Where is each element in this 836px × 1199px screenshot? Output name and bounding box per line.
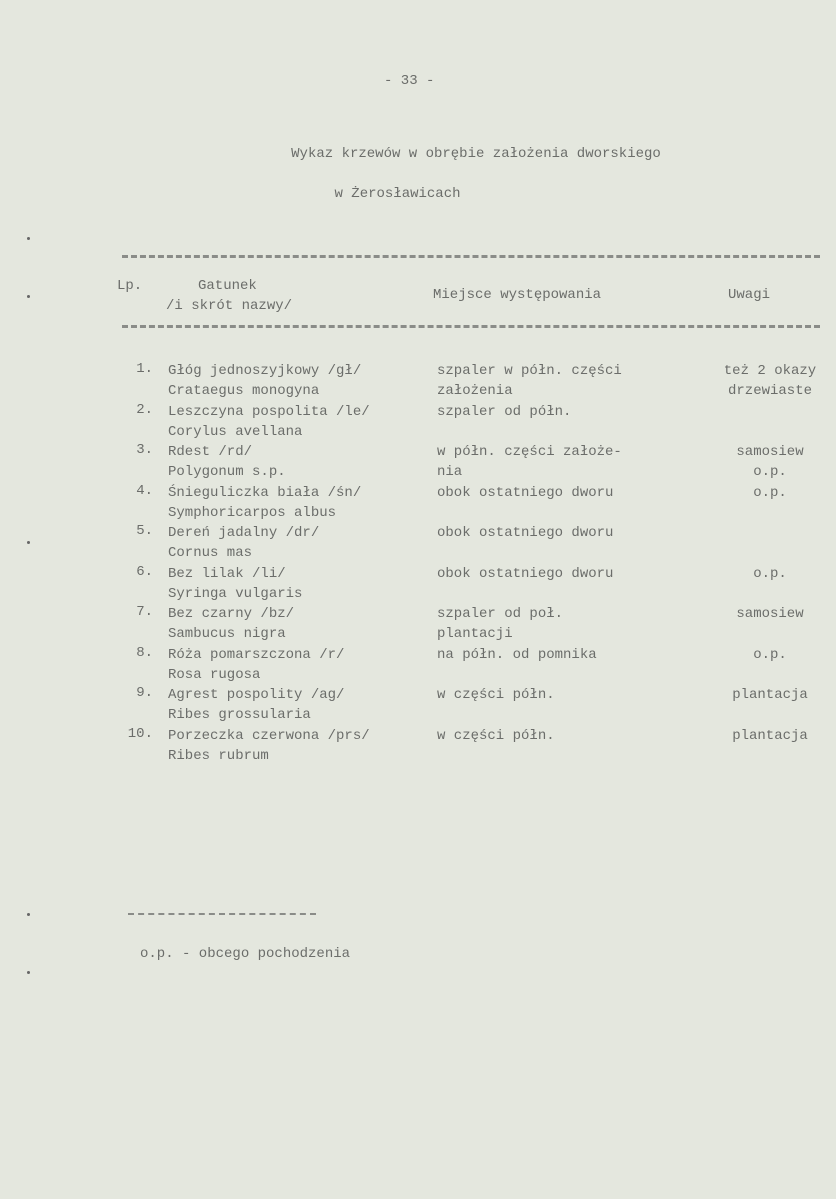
place-line-1: w części półn. xyxy=(437,687,555,703)
remarks xyxy=(700,645,836,665)
table-row xyxy=(0,483,836,523)
species-latin-name: Symphoricarpos albus xyxy=(168,504,337,521)
place-line-1: szpaler od poł. xyxy=(437,606,564,622)
remarks-line-1: też 2 okazy xyxy=(723,363,817,379)
remarks xyxy=(700,685,836,705)
species-latin-name: Corylus avellana xyxy=(168,423,303,440)
occurrence-place xyxy=(437,685,555,705)
table-row xyxy=(0,564,836,604)
remarks-line-1: samosiew xyxy=(736,444,804,460)
species-name xyxy=(168,564,302,604)
species-latin-name: Cornus mas xyxy=(168,545,253,561)
table-row xyxy=(0,726,836,766)
species-polish-name: Bez lilak /li/ xyxy=(168,565,286,582)
row-number: 7. xyxy=(136,604,153,620)
place-line-1: obok ostatniego dworu xyxy=(437,565,614,582)
row-number: 3. xyxy=(136,442,153,458)
remarks xyxy=(700,604,836,624)
species-polish-name: Głóg jednoszyjkowy /gł/ xyxy=(168,363,362,379)
punch-mark xyxy=(27,237,30,240)
row-number: 4. xyxy=(136,482,153,499)
row-number: 5. xyxy=(136,523,153,539)
punch-mark xyxy=(27,971,30,974)
species-name xyxy=(168,361,361,401)
occurrence-place xyxy=(437,645,597,665)
header-species: Gatunek xyxy=(198,278,257,294)
species-polish-name: Agrest pospolity /ag/ xyxy=(168,687,345,703)
remarks-line-2: o.p. xyxy=(753,464,787,480)
remarks xyxy=(700,726,836,746)
punch-mark xyxy=(27,541,30,544)
occurrence-place xyxy=(437,402,571,422)
species-polish-name: Śnieguliczka biała /śn/ xyxy=(168,484,362,501)
species-latin-name: Rosa rugosa xyxy=(168,666,261,683)
remarks-line-1: plantacja xyxy=(732,727,808,744)
species-name xyxy=(168,726,370,766)
remarks xyxy=(700,361,836,401)
remarks-line-2: drzewiaste xyxy=(727,383,812,399)
table-row xyxy=(0,685,836,725)
species-polish-name: Leszczyna pospolita /le/ xyxy=(168,403,370,420)
species-latin-name: Syringa vulgaris xyxy=(168,585,303,602)
punch-mark xyxy=(27,913,30,916)
remarks-line-1: plantacja xyxy=(732,687,808,703)
place-line-1: w części półn. xyxy=(437,727,555,744)
remarks xyxy=(700,483,836,503)
occurrence-place xyxy=(437,564,613,584)
document-subtitle: w Żerosławicach xyxy=(334,186,461,202)
place-line-2: nia xyxy=(437,464,463,480)
header-divider xyxy=(122,325,820,328)
punch-mark xyxy=(27,295,30,298)
species-latin-name: Crataegus monogyna xyxy=(168,383,320,399)
row-number: 9. xyxy=(136,685,153,701)
row-number: 1. xyxy=(136,361,153,377)
footnote: o.p. - obcego pochodzenia xyxy=(140,946,351,962)
occurrence-place xyxy=(437,604,563,644)
table-row xyxy=(0,604,836,644)
place-line-1: szpaler w półn. części xyxy=(437,363,622,379)
remarks-line-1: samosiew xyxy=(736,606,804,622)
place-line-2: założenia xyxy=(437,383,513,399)
top-divider xyxy=(122,255,820,258)
species-name xyxy=(168,402,370,442)
table-row xyxy=(0,402,836,442)
remarks-line-1: o.p. xyxy=(753,565,787,582)
species-polish-name: Porzeczka czerwona /prs/ xyxy=(168,727,370,744)
row-number: 6. xyxy=(136,563,153,580)
header-lp: Lp. xyxy=(117,278,143,294)
place-line-1: obok ostatniego dworu xyxy=(437,484,614,501)
header-species-abbr: /i skrót nazwy/ xyxy=(166,298,293,314)
species-polish-name: Róża pomarszczona /r/ xyxy=(168,646,345,663)
place-line-1: na półn. od pomnika xyxy=(437,646,597,663)
species-name xyxy=(168,685,344,725)
species-polish-name: Bez czarny /bz/ xyxy=(168,606,295,622)
remarks xyxy=(700,564,836,584)
place-line-2: plantacji xyxy=(437,626,513,642)
footnote-divider xyxy=(128,913,316,915)
occurrence-place xyxy=(437,726,555,746)
header-remarks: Uwagi xyxy=(728,287,771,303)
occurrence-place xyxy=(437,523,613,543)
remarks xyxy=(700,442,836,482)
species-latin-name: Ribes rubrum xyxy=(168,747,269,764)
header-place: Miejsce występowania xyxy=(433,287,602,303)
page-number: - 33 - xyxy=(384,73,435,89)
table-row xyxy=(0,361,836,401)
species-name xyxy=(168,604,294,644)
occurrence-place xyxy=(437,442,622,482)
place-line-1: w półn. części założe- xyxy=(437,444,622,460)
document-title: Wykaz krzewów w obrębie założenia dworskiego xyxy=(291,146,661,162)
remarks-line-1: o.p. xyxy=(753,646,787,663)
occurrence-place xyxy=(437,361,622,401)
place-line-1: obok ostatniego dworu xyxy=(437,525,614,541)
species-name xyxy=(168,645,344,685)
species-name xyxy=(168,523,319,563)
table-row xyxy=(0,523,836,563)
table-row xyxy=(0,442,836,482)
table-row xyxy=(0,645,836,685)
occurrence-place xyxy=(437,483,613,503)
place-line-1: szpaler od półn. xyxy=(437,403,572,420)
species-latin-name: Sambucus nigra xyxy=(168,626,286,642)
remarks-line-1: o.p. xyxy=(753,484,787,501)
species-latin-name: Ribes grossularia xyxy=(168,707,311,723)
species-latin-name: Polygonum s.p. xyxy=(168,464,286,480)
species-polish-name: Dereń jadalny /dr/ xyxy=(168,525,320,541)
row-number: 10. xyxy=(127,725,153,742)
species-polish-name: Rdest /rd/ xyxy=(168,444,253,460)
row-number: 2. xyxy=(136,401,153,418)
species-name xyxy=(168,483,361,523)
row-number: 8. xyxy=(136,644,153,661)
species-name xyxy=(168,442,286,482)
